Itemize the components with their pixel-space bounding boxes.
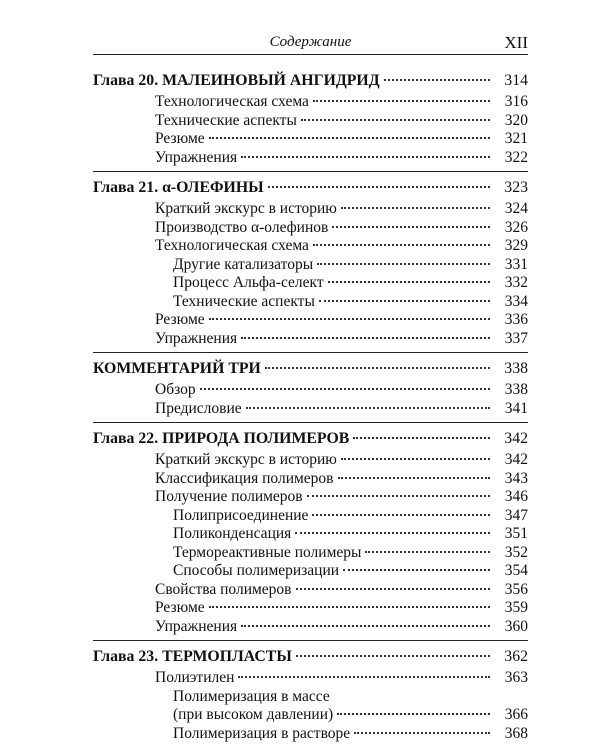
dot-leader	[265, 367, 490, 369]
dot-leader	[246, 407, 490, 409]
entry-page: 329	[504, 237, 528, 254]
entry-page: 321	[504, 130, 528, 147]
entry-title: Резюме	[155, 130, 205, 147]
entry-title: (при высоком давлении)	[173, 706, 334, 723]
entry-page: 337	[504, 329, 528, 347]
entry-title: Классификация полимеров	[155, 469, 334, 487]
toc-entry	[93, 93, 528, 112]
entry-title: Глава 21. α-ОЛЕФИНЫ	[93, 179, 264, 196]
toc-entry	[93, 293, 528, 312]
entry-title: Другие катализаторы	[173, 255, 314, 273]
entry-page: 314	[504, 72, 528, 89]
entry-page: 347	[504, 506, 528, 524]
toc-entry	[93, 451, 528, 470]
dot-leader	[301, 119, 490, 121]
table-of-contents	[93, 70, 528, 752]
toc-entry	[93, 130, 528, 149]
dot-leader	[241, 337, 490, 339]
entry-page: 332	[504, 274, 528, 291]
dot-leader	[312, 514, 490, 516]
dot-leader	[337, 713, 490, 715]
chapter-heading	[93, 646, 528, 667]
chapter-heading	[93, 428, 528, 449]
dot-leader	[200, 388, 490, 390]
dot-leader	[353, 437, 490, 439]
toc-entry	[93, 618, 528, 637]
toc-entry	[93, 669, 528, 688]
dot-leader	[313, 244, 490, 246]
entry-title: Процесс Альфа-селект	[173, 274, 324, 291]
dot-leader	[343, 569, 490, 571]
chapter-block	[93, 177, 528, 353]
dot-leader	[307, 495, 490, 497]
dot-leader	[317, 263, 490, 265]
entry-page: 362	[504, 648, 528, 665]
entry-title: Резюме	[155, 311, 205, 328]
dot-leader	[241, 156, 490, 158]
entry-title: Обзор	[155, 381, 196, 398]
entry-page: 354	[504, 562, 528, 579]
entry-title: Глава 23. ТЕРМОПЛАСТЫ	[93, 648, 292, 665]
dot-leader	[328, 281, 490, 283]
entry-page: 320	[504, 111, 528, 129]
dot-leader	[365, 551, 490, 553]
entry-page: 322	[504, 148, 528, 166]
chapter-heading	[93, 177, 528, 198]
dot-leader	[332, 226, 490, 228]
dot-leader	[313, 100, 490, 102]
entry-title: Производство α-олефинов	[155, 218, 329, 236]
entry-page: 351	[504, 525, 528, 542]
toc-entry	[93, 112, 528, 131]
toc-entry	[93, 562, 528, 581]
running-head	[93, 28, 528, 55]
entry-title: Полимеризация в массе	[173, 687, 330, 705]
dot-leader	[338, 477, 491, 479]
entry-title: Полимеризация в растворе	[173, 724, 351, 742]
entry-page: 346	[504, 488, 528, 505]
toc-entry	[93, 599, 528, 618]
toc-entry	[93, 688, 528, 707]
entry-page: 366	[504, 706, 528, 723]
entry-title: Термореактивные полимеры	[173, 543, 362, 561]
entry-page: 356	[504, 580, 528, 598]
entry-page: 338	[504, 360, 528, 377]
dot-leader	[354, 732, 490, 734]
running-title: Содержание	[269, 34, 352, 50]
entry-title: Технологическая схема	[155, 237, 309, 254]
toc-entry	[93, 149, 528, 168]
entry-title: Полиприсоединение	[173, 506, 309, 524]
chapter-heading	[93, 70, 528, 91]
entry-page: 341	[504, 399, 528, 417]
dot-leader	[295, 532, 490, 534]
dot-leader	[341, 207, 490, 209]
toc-entry	[93, 311, 528, 330]
toc-entry	[93, 470, 528, 489]
dot-leader	[296, 588, 491, 590]
toc-entry	[93, 525, 528, 544]
entry-page: 323	[504, 179, 528, 196]
toc-entry	[93, 256, 528, 275]
toc-entry	[93, 219, 528, 238]
entry-title: Краткий экскурс в историю	[155, 451, 337, 468]
toc-entry	[93, 400, 528, 419]
entry-title: Технические аспекты	[173, 292, 315, 310]
chapter-block	[93, 70, 528, 172]
entry-title: Технические аспекты	[155, 111, 297, 129]
entry-page: 326	[504, 218, 528, 236]
entry-page: 338	[504, 381, 528, 398]
toc-entry	[93, 706, 528, 725]
entry-title: Краткий экскурс в историю	[155, 200, 337, 217]
toc-entry	[93, 274, 528, 293]
entry-title: Предисловие	[155, 399, 242, 417]
entry-title: Глава 22. ПРИРОДА ПОЛИМЕРОВ	[93, 430, 350, 447]
dot-leader	[296, 655, 490, 657]
toc-entry	[93, 725, 528, 744]
entry-title: Свойства полимеров	[155, 580, 292, 598]
entry-title: Упражнения	[155, 329, 238, 347]
entry-title: Технологическая схема	[155, 93, 309, 110]
dot-leader	[319, 300, 490, 302]
entry-title: Полиэтилен	[155, 669, 235, 686]
chapter-block	[93, 428, 528, 641]
dot-leader	[238, 676, 490, 678]
toc-entry	[93, 330, 528, 349]
entry-page: 334	[504, 292, 528, 310]
entry-page: 343	[504, 469, 528, 487]
dot-leader	[209, 137, 490, 139]
entry-page: 324	[504, 200, 528, 217]
entry-title: Резюме	[155, 599, 205, 616]
toc-entry	[93, 488, 528, 507]
entry-page: 352	[504, 543, 528, 561]
dot-leader	[241, 625, 490, 627]
page-number: XII	[504, 33, 528, 52]
chapter-block	[93, 646, 528, 747]
dot-leader	[384, 79, 490, 81]
entry-title: Упражнения	[155, 617, 238, 635]
toc-entry	[93, 544, 528, 563]
entry-page: 336	[504, 311, 528, 328]
entry-page: 360	[504, 617, 528, 635]
toc-entry	[93, 200, 528, 219]
entry-page: 331	[504, 255, 528, 273]
entry-page: 342	[504, 451, 528, 468]
entry-page: 316	[504, 93, 528, 110]
toc-entry	[93, 507, 528, 526]
chapter-block	[93, 358, 528, 423]
entry-title: Поликонденсация	[173, 525, 292, 542]
toc-entry	[93, 381, 528, 400]
entry-page: 359	[504, 599, 528, 616]
entry-title: Глава 20. МАЛЕИНОВЫЙ АНГИДРИД	[93, 72, 380, 89]
entry-title: Получение полимеров	[155, 488, 303, 505]
toc-entry	[93, 581, 528, 600]
entry-page: 363	[504, 669, 528, 686]
entry-page: 342	[504, 430, 528, 447]
dot-leader	[341, 458, 490, 460]
chapter-heading	[93, 358, 528, 379]
dot-leader	[209, 606, 490, 608]
entry-title: КОММЕНТАРИЙ ТРИ	[93, 360, 261, 377]
entry-title: Способы полимеризации	[173, 562, 340, 579]
dot-leader	[209, 318, 490, 320]
dot-leader	[268, 186, 490, 188]
entry-page: 368	[504, 724, 528, 742]
toc-entry	[93, 237, 528, 256]
entry-title: Упражнения	[155, 148, 238, 166]
